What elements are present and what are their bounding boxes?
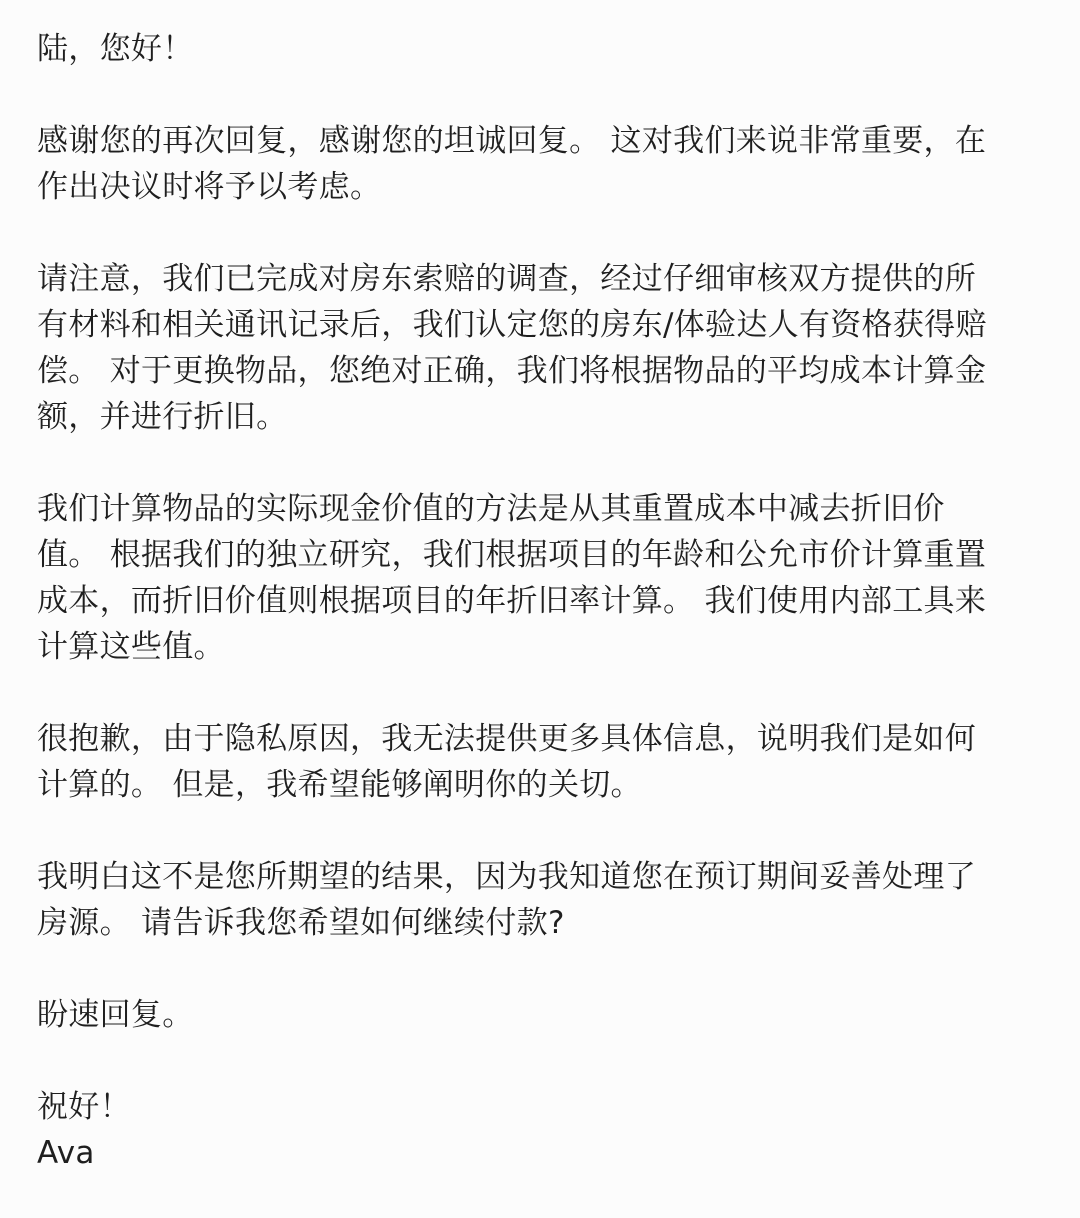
paragraph-line: 我明白这不是您所期望的结果，因为我知道您在预订期间妥善处理了	[37, 859, 976, 895]
paragraph-payment	[37, 854, 1047, 946]
paragraph-line: 额，并进行折旧。	[37, 399, 288, 435]
paragraph-gap	[37, 946, 1047, 992]
paragraph-line: 请注意，我们已完成对房东索赔的调查，经过仔细审核双方提供的所	[37, 261, 976, 297]
paragraph-line: 房源。 请告诉我您希望如何继续付款?	[37, 905, 565, 941]
paragraph-apology	[37, 716, 1047, 808]
paragraph-gap	[37, 1038, 1047, 1084]
paragraph-calculation	[37, 486, 1047, 670]
paragraph-gap	[37, 72, 1047, 118]
paragraph-gap	[37, 808, 1047, 854]
greeting-line: 陆，您好！	[37, 31, 194, 67]
paragraph-thanks	[37, 118, 1047, 210]
paragraph-line: 成本，而折旧价值则根据项目的年折旧率计算。 我们使用内部工具来	[37, 583, 987, 619]
paragraph-line: 感谢您的再次回复，感谢您的坦诚回复。 这对我们来说非常重要，在	[37, 123, 987, 159]
paragraph-line: 计算这些值。	[37, 629, 225, 665]
top-padding	[37, 0, 1047, 26]
paragraph-line: 盼速回复。	[37, 997, 194, 1033]
email-body	[37, 0, 1047, 1176]
paragraph-line: 很抱歉，由于隐私原因，我无法提供更多具体信息，说明我们是如何	[37, 721, 976, 757]
closing-line: 祝好！	[37, 1089, 131, 1125]
paragraph-line: 我们计算物品的实际现金价值的方法是从其重置成本中减去折旧价	[37, 491, 945, 527]
paragraph-line: 有材料和相关通讯记录后，我们认定您的房东/体验达人有资格获得赔	[37, 307, 987, 343]
paragraph-gap	[37, 440, 1047, 486]
sign-off	[37, 1084, 1047, 1176]
paragraph-investigation	[37, 256, 1047, 440]
paragraph-gap	[37, 210, 1047, 256]
paragraph-gap	[37, 670, 1047, 716]
paragraph-reply-request	[37, 992, 1047, 1038]
paragraph-line: 偿。 对于更换物品，您绝对正确，我们将根据物品的平均成本计算金	[37, 353, 987, 389]
paragraph-line: 值。 根据我们的独立研究，我们根据项目的年龄和公允市价计算重置	[37, 537, 987, 573]
signature-name: Ava	[37, 1135, 95, 1171]
greeting	[37, 26, 1047, 72]
paragraph-line: 作出决议时将予以考虑。	[37, 169, 382, 205]
paragraph-line: 计算的。 但是，我希望能够阐明你的关切。	[37, 767, 642, 803]
